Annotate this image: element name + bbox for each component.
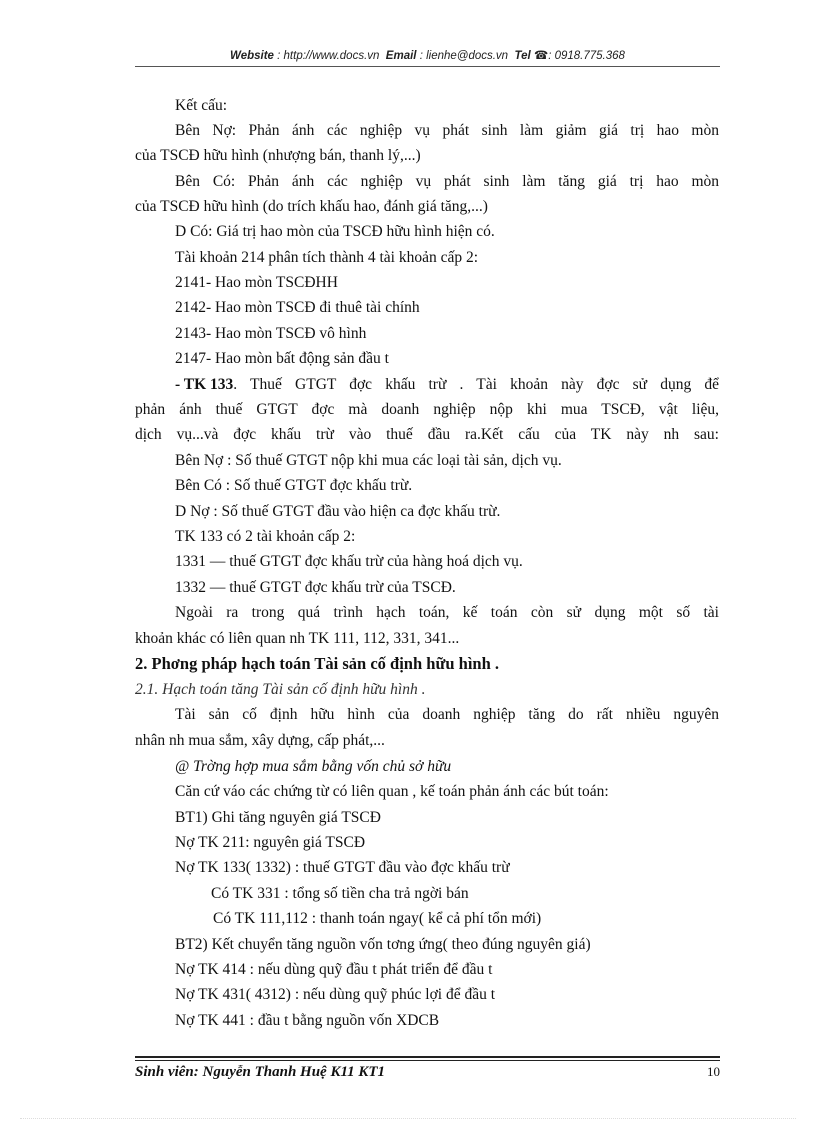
email-value[interactable]: : lienhe@docs.vn <box>419 50 509 62</box>
text-line: Căn cứ váo các chứng từ có liên quan , kế toán phản ánh các bút toán: <box>175 783 609 800</box>
text-line: Nợ TK 211: nguyên giá TSCĐ <box>175 834 366 851</box>
website-label: Website <box>230 50 274 62</box>
text-line: nhân nh mua sắm, xây dựng, cấp phát,... <box>135 732 385 749</box>
text-line: Tài khoản 214 phân tích thành 4 tài khoản cấp 2: <box>175 249 479 266</box>
text-line: 1332 — thuế GTGT đợc khấu trừ của TSCĐ. <box>175 579 456 596</box>
phone-icon: ☎ <box>533 50 549 62</box>
subsection-heading: 2.1. Hạch toán tăng Tài sản cố định hữu hình . <box>135 681 426 698</box>
text-line: 1331 — thuế GTGT đợc khấu trừ của hàng hoá dịch vụ. <box>175 553 523 570</box>
text-line: Bên Có : Số thuế GTGT đợc khấu trừ. <box>175 477 413 494</box>
text-line: 2143- Hao mòn TSCĐ vô hình <box>175 325 367 342</box>
footer-rule <box>135 1056 720 1058</box>
text-line: Bên Có: Phản ánh các nghiệp vụ phát sinh làm tăng giá trị hao mòn <box>175 173 719 190</box>
bottom-divider <box>20 1118 796 1119</box>
website-value[interactable]: : http://www.docs.vn <box>277 50 380 62</box>
page-header <box>135 48 720 62</box>
text-span: . Thuế GTGT đợc khấu trừ . Tài khoản này đợc sử dụng để <box>233 376 719 393</box>
text-line: phản ánh thuế GTGT đợc mà doanh nghiệp nộp khi mua TSCĐ, vật liệu, <box>135 401 719 418</box>
tel-value: : 0918.775.368 <box>548 50 625 62</box>
text-line: Có TK 331 : tổng số tiền cha trả ngời bán <box>211 885 469 902</box>
text-line: Nợ TK 414 : nếu dùng quỹ đầu t phát triển để đầu t <box>175 961 493 978</box>
email-label: Email <box>385 50 417 62</box>
text-line: Bên Nợ : Số thuế GTGT nộp khi mua các loại tài sản, dịch vụ. <box>175 452 562 469</box>
text-line: Nợ TK 431( 4312) : nếu dùng quỹ phúc lợi để đầu t <box>175 986 496 1003</box>
case-heading: @ Trờng hợp mua sắm bằng vốn chủ sở hữu <box>175 758 452 775</box>
text-line: 2147- Hao mòn bất động sản đầu t <box>175 350 389 367</box>
page-number: 10 <box>707 1064 720 1079</box>
text-line: Nợ TK 133( 1332) : thuế GTGT đầu vào đợc khấu trừ <box>175 859 510 876</box>
text-line: của TSCĐ hữu hình (do trích khấu hao, đánh giá tăng,...) <box>135 198 488 215</box>
text-line: 2141- Hao mòn TSCĐHH <box>175 274 338 291</box>
text-line: Có TK 111,112 : thanh toán ngay( kể cả phí tổn mới) <box>213 910 542 927</box>
footer-student: Sinh viên: Nguyễn Thanh Huệ K11 KT1 <box>135 1064 386 1080</box>
text-line: TK 133 có 2 tài khoản cấp 2: <box>175 528 356 545</box>
text-line: của TSCĐ hữu hình (nhượng bán, thanh lý,...) <box>135 147 421 164</box>
text-line <box>175 375 719 395</box>
text-line: D Có: Giá trị hao mòn của TSCĐ hữu hình hiện có. <box>175 223 495 240</box>
page-footer <box>135 1064 720 1081</box>
text-line: 2142- Hao mòn TSCĐ đi thuê tài chính <box>175 299 420 316</box>
text-line: D Nợ : Số thuế GTGT đầu vào hiện ca đợc khấu trừ. <box>175 503 501 520</box>
tel-label: Tel <box>514 50 531 62</box>
account-heading: - TK 133 <box>175 376 234 393</box>
text-line: BT2) Kết chuyển tăng nguồn vốn tơng ứng( theo đúng nguyên giá) <box>175 936 591 953</box>
footer-rule-thin <box>135 1060 720 1061</box>
text-line: Nợ TK 441 : đầu t bằng nguồn vốn XDCB <box>175 1012 440 1029</box>
section-heading: 2. Phơng pháp hạch toán Tài sản cố định hữu hình . <box>135 654 500 673</box>
text-line: khoản khác có liên quan nh TK 111, 112, 331, 341... <box>135 630 460 647</box>
text-line: Tài sản cố định hữu hình của doanh nghiệp tăng do rất nhiều nguyên <box>175 706 719 723</box>
text-line: Kết cấu: <box>175 97 228 114</box>
text-line: Bên Nợ: Phản ánh các nghiệp vụ phát sinh làm giảm giá trị hao mòn <box>175 122 719 139</box>
text-line: dịch vụ...và đợc khấu trừ vào thuế đầu ra.Kết cấu của TK này nh sau: <box>135 426 719 443</box>
text-line: BT1) Ghi tăng nguyên giá TSCĐ <box>175 809 381 826</box>
text-line: Ngoài ra trong quá trình hạch toán, kế toán còn sử dụng một số tài <box>175 604 719 621</box>
header-rule <box>135 66 720 67</box>
